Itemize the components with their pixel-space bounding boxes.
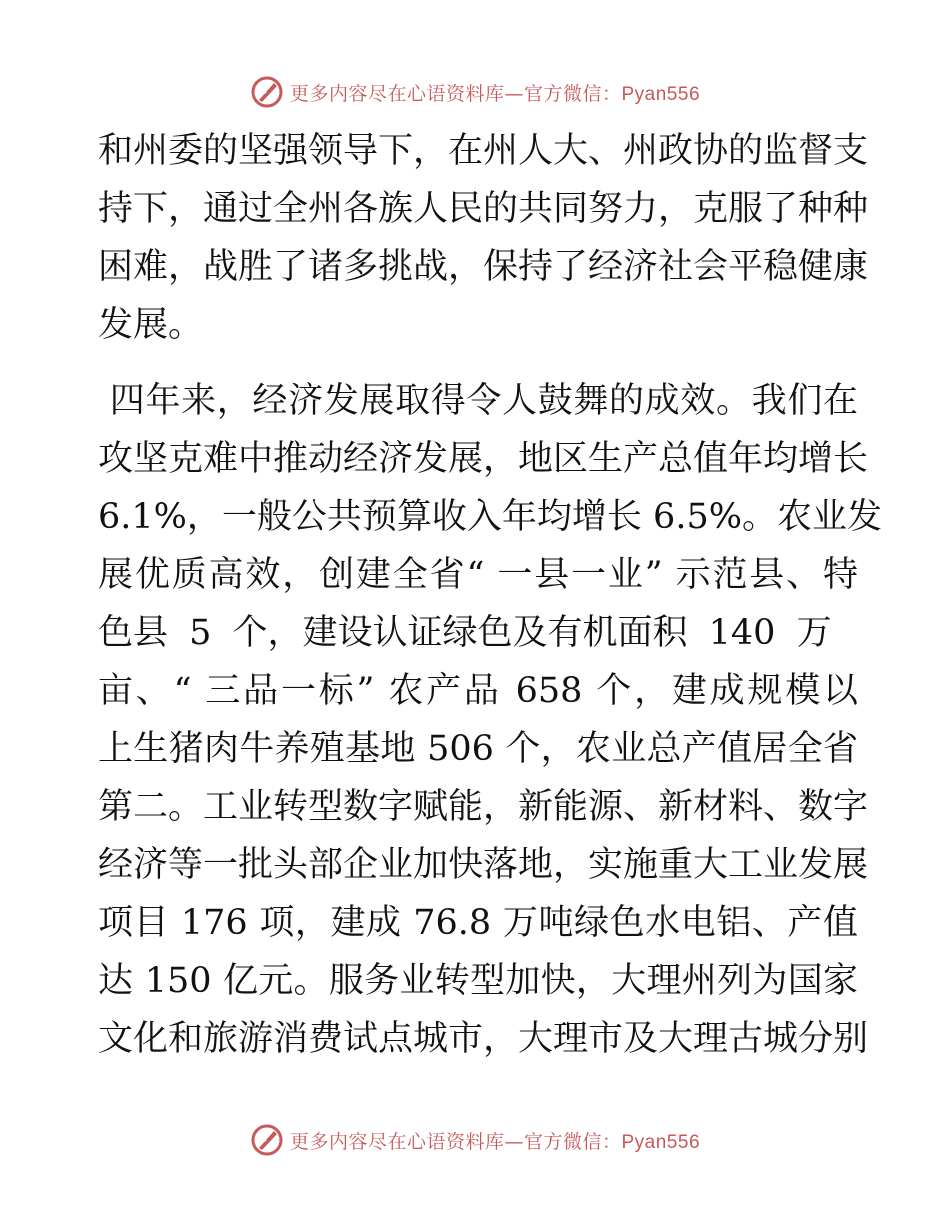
paragraph [98, 372, 882, 1068]
text-line: 项目 176 项，建成 76.8 万吨绿色水电铝、产值 [98, 903, 858, 943]
document-body [98, 122, 882, 1068]
text-line: 经济等一批头部企业加快落地，实施重大工业发展 [98, 845, 869, 885]
feather-seal-icon [250, 1123, 284, 1157]
text-line: 第二。工业转型数字赋能，新能源、新材料、数字 [98, 787, 869, 827]
watermark-text: 更多内容尽在心语资料库—官方微信：Pyan556 [289, 82, 701, 105]
text-line: 文化和旅游消费试点城市，大理市及大理古城分别 [98, 1019, 869, 1059]
text-line: 色县 5 个，建设认证绿色及有机面积 140 万 [98, 613, 832, 653]
text-line: 上生猪肉牛养殖基地 506 个，农业总产值居全省 [98, 729, 858, 769]
text-line: 持下，通过全州各族人民的共同努力，克服了种种 [98, 189, 869, 229]
feather-seal-icon [250, 75, 284, 109]
text-line: 展优质高效，创建全省“ 一县一业” 示范县、特 [98, 555, 858, 595]
header-watermark [0, 72, 950, 112]
text-line: 和州委的坚强领导下，在州人大、州政协的监督支 [98, 131, 869, 171]
text-line: 四年来，经济发展取得令人鼓舞的成效。我们在 [98, 381, 858, 421]
text-line: 困难，战胜了诸多挑战，保持了经济社会平稳健康 [98, 247, 869, 287]
watermark-wechat-id: Pyan556 [621, 1131, 701, 1153]
text-line: 发展。 [98, 305, 204, 345]
watermark-wechat-id: Pyan556 [621, 83, 701, 105]
paragraph [98, 122, 869, 354]
text-line: 6.1%，一般公共预算收入年均增长 6.5%。农业发 [98, 497, 882, 537]
footer-watermark [0, 1120, 950, 1160]
text-line: 攻坚克难中推动经济发展，地区生产总值年均增长 [98, 439, 869, 479]
watermark-text: 更多内容尽在心语资料库—官方微信：Pyan556 [289, 1130, 701, 1153]
text-line: 亩、“ 三品一标” 农产品 658 个，建成规模以 [98, 671, 858, 711]
text-line: 达 150 亿元。服务业转型加快，大理州列为国家 [98, 961, 858, 1001]
